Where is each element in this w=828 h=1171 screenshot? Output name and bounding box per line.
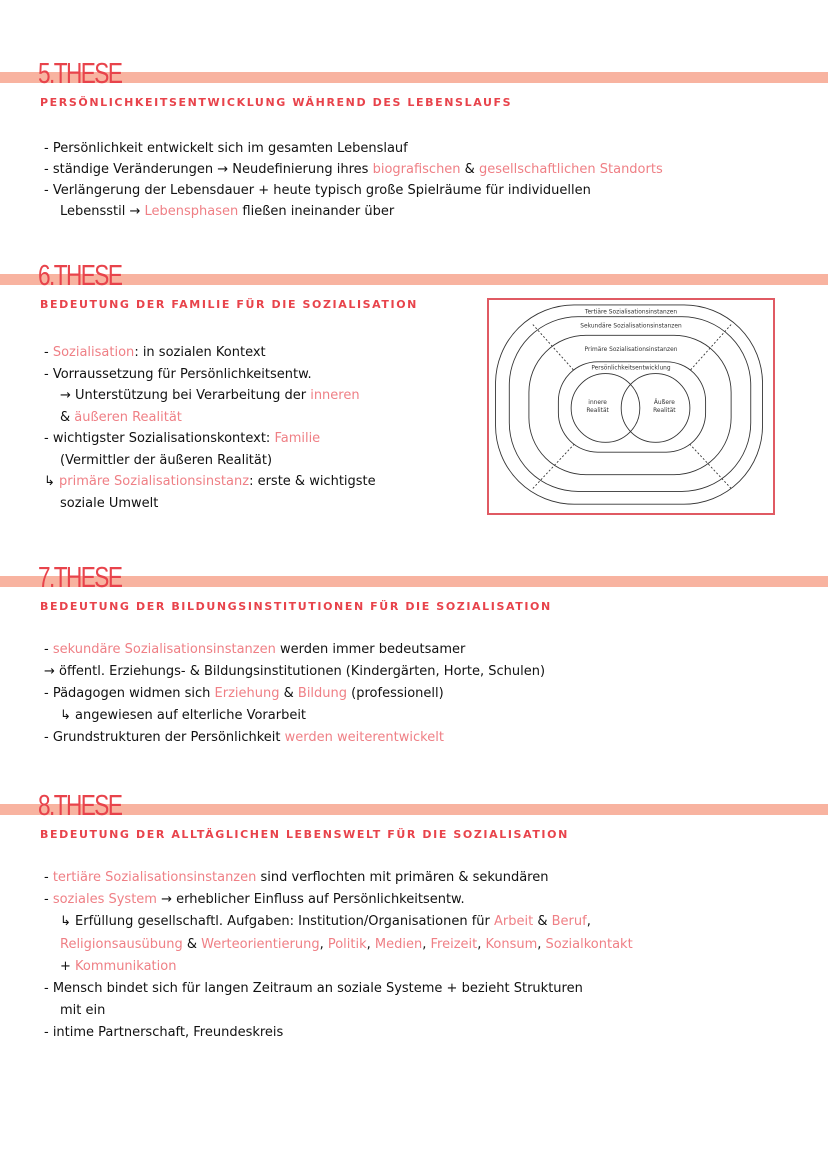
outer-reality-label: Realität xyxy=(653,407,676,414)
text-segment: : erste & wichtigste xyxy=(249,474,376,489)
highlighted-term: biografischen xyxy=(372,162,461,177)
bullet-line xyxy=(44,911,633,933)
text-segment: (Vermittler der äußeren Realität) xyxy=(60,452,273,468)
section-subtitle: PERSÖNLICHKEITSENTWICKLUNG WÄHREND DES LEBENSLAUFS xyxy=(40,96,513,109)
highlighted-term: Religionsausübung xyxy=(60,936,183,952)
bullet-line xyxy=(44,639,545,661)
ring-label: Tertiäre Sozialisationsinstanzen xyxy=(584,309,678,316)
text-segment: + xyxy=(60,958,76,974)
section-divider-bar xyxy=(0,804,828,815)
bullet-line xyxy=(44,683,545,705)
highlighted-term: Politik xyxy=(327,936,367,952)
arrow-dashed xyxy=(690,444,731,488)
bullet-line xyxy=(44,180,663,201)
highlighted-term: primäre Sozialisationsinstanz xyxy=(59,474,250,489)
bullet-line xyxy=(44,138,663,159)
bullet-line xyxy=(44,1000,633,1022)
bullet-line xyxy=(44,934,633,956)
text-segment: , xyxy=(366,936,375,952)
section-divider-bar xyxy=(0,72,828,83)
section-divider-bar xyxy=(0,274,828,285)
inner-reality-label: innere xyxy=(588,400,607,407)
bullet-line xyxy=(44,493,376,515)
section-subtitle: BEDEUTUNG DER BILDUNGSINSTITUTIONEN FÜR DIE SOZIALISATION xyxy=(40,600,552,613)
bullet-line xyxy=(44,201,663,222)
highlighted-term: Sozialkontakt xyxy=(545,936,633,952)
inner-reality-label: Realität xyxy=(586,407,609,414)
text-segment: soziale Umwelt xyxy=(60,495,159,511)
text-segment: sind verflochten mit primären & sekundären xyxy=(256,870,549,885)
ring-label: Persönlichkeitsentwicklung xyxy=(591,365,671,372)
text-segment: , xyxy=(422,936,431,952)
section-subtitle: BEDEUTUNG DER ALLTÄGLICHEN LEBENSWELT FÜR DIE SOZIALISATION xyxy=(40,828,569,841)
bullet-list xyxy=(44,639,545,749)
highlighted-term: gesellschaftlichen Standorts xyxy=(478,162,663,177)
outer-reality-label: Äußere xyxy=(653,400,675,407)
bullet-line xyxy=(44,385,376,407)
section-title: 7.THESE xyxy=(38,562,122,594)
highlighted-term: inneren xyxy=(310,388,360,403)
highlighted-term: Konsum xyxy=(485,936,538,952)
text-segment: - ständige Veränderungen → Neudefinierung ihres xyxy=(44,162,373,177)
bullet-line xyxy=(44,727,545,749)
bullet-line xyxy=(44,159,663,180)
highlighted-term: Freizeit xyxy=(430,936,478,952)
bullet-list xyxy=(44,867,633,1045)
highlighted-term: sekundäre Sozialisationsinstanzen xyxy=(52,642,276,657)
text-segment: - xyxy=(44,345,53,360)
text-segment: & xyxy=(182,936,202,952)
bullet-line xyxy=(44,428,376,450)
text-segment: → öffentl. Erziehungs- & Bildungsinstitutionen (Kindergärten, Horte, Schulen) xyxy=(44,664,546,679)
text-segment: (professionell) xyxy=(347,686,444,701)
highlighted-term: Beruf xyxy=(551,914,587,930)
bullet-line xyxy=(44,661,545,683)
text-segment: & xyxy=(533,914,552,930)
text-segment: werden immer bedeutsamer xyxy=(275,642,466,657)
ring-label: Primäre Sozialisationsinstanzen xyxy=(584,347,678,354)
text-segment: & xyxy=(279,686,298,701)
text-segment: - wichtigster Sozialisationskontext: xyxy=(44,431,275,446)
highlighted-term: Werteorientierung xyxy=(201,936,320,952)
highlighted-term: äußeren Realität xyxy=(74,409,182,425)
concentric-rings-diagram xyxy=(489,300,773,513)
section-subtitle: BEDEUTUNG DER FAMILIE FÜR DIE SOZIALISATION xyxy=(40,298,418,311)
text-segment: , xyxy=(319,936,328,952)
text-segment: → erheblicher Einfluss auf Persönlichkeitsentw. xyxy=(156,892,465,908)
arrow-dashed xyxy=(533,325,574,371)
section-title: 8.THESE xyxy=(38,790,122,822)
text-segment: - Mensch bindet sich für langen Zeitraum an soziale Systeme + bezieht Strukturen xyxy=(44,981,583,997)
highlighted-term: werden weiterentwickelt xyxy=(284,730,444,745)
text-segment: ↳ xyxy=(44,474,60,489)
text-segment: - xyxy=(44,870,53,885)
text-segment: ↳ angewiesen auf elterliche Vorarbeit xyxy=(60,708,307,723)
highlighted-term: soziales System xyxy=(52,892,157,908)
text-segment: - Pädagogen widmen sich xyxy=(44,686,215,701)
text-segment: - xyxy=(44,892,53,908)
bullet-line xyxy=(44,867,633,889)
ring-primary xyxy=(529,335,731,474)
bullet-line xyxy=(44,450,376,472)
bullet-line xyxy=(44,705,545,727)
bullet-line xyxy=(44,407,376,429)
text-segment: , xyxy=(477,936,486,952)
text-segment: → Unterstützung bei Verarbeitung der xyxy=(60,388,311,403)
bullet-line xyxy=(44,1022,633,1044)
bullet-list xyxy=(44,342,376,514)
ring-label: Sekundäre Sozialisationsinstanzen xyxy=(580,323,682,330)
highlighted-term: Bildung xyxy=(297,686,348,701)
highlighted-term: Medien xyxy=(374,936,423,952)
highlighted-term: Kommunikation xyxy=(75,958,177,974)
section-title: 5.THESE xyxy=(38,58,122,90)
text-segment: : in sozialen Kontext xyxy=(134,345,266,360)
text-segment: - Vorraussetzung für Persönlichkeitsentw. xyxy=(44,366,312,382)
highlighted-term: Familie xyxy=(274,431,321,446)
highlighted-term: Lebensphasen xyxy=(144,204,239,219)
text-segment: , xyxy=(586,914,591,930)
text-segment: - xyxy=(44,642,53,657)
ring-personality xyxy=(558,362,705,452)
bullet-line xyxy=(44,978,633,1000)
bullet-line xyxy=(44,889,633,911)
highlighted-term: Arbeit xyxy=(494,914,534,930)
section-title: 6.THESE xyxy=(38,260,122,292)
highlighted-term: tertiäre Sozialisationsinstanzen xyxy=(52,870,257,885)
text-segment: - Verlängerung der Lebensdauer + heute typisch große Spielräume für individuellen xyxy=(44,183,591,198)
bullet-line xyxy=(44,471,376,493)
bullet-line xyxy=(44,342,376,364)
text-segment: Lebensstil → xyxy=(60,204,145,219)
bullet-line xyxy=(44,364,376,386)
text-segment: - intime Partnerschaft, Freundeskreis xyxy=(44,1025,284,1041)
text-segment: mit ein xyxy=(60,1003,106,1019)
text-segment: fließen ineinander über xyxy=(238,204,395,219)
bullet-line xyxy=(44,956,633,978)
text-segment: - Grundstrukturen der Persönlichkeit xyxy=(44,730,285,745)
highlighted-term: Erziehung xyxy=(214,686,280,701)
text-segment: , xyxy=(537,936,546,952)
text-segment: - Persönlichkeit entwickelt sich im gesamten Lebenslauf xyxy=(44,141,408,156)
arrow-dashed xyxy=(690,325,731,371)
text-segment: & xyxy=(60,409,75,425)
section-divider-bar xyxy=(0,576,828,587)
bullet-list xyxy=(44,138,663,222)
highlighted-term: Sozialisation xyxy=(52,345,135,360)
text-segment: ↳ Erfüllung gesellschaftl. Aufgaben: Institution/Organisationen für xyxy=(60,914,495,930)
sozialisation-diagram xyxy=(487,298,775,515)
text-segment: & xyxy=(460,162,479,177)
